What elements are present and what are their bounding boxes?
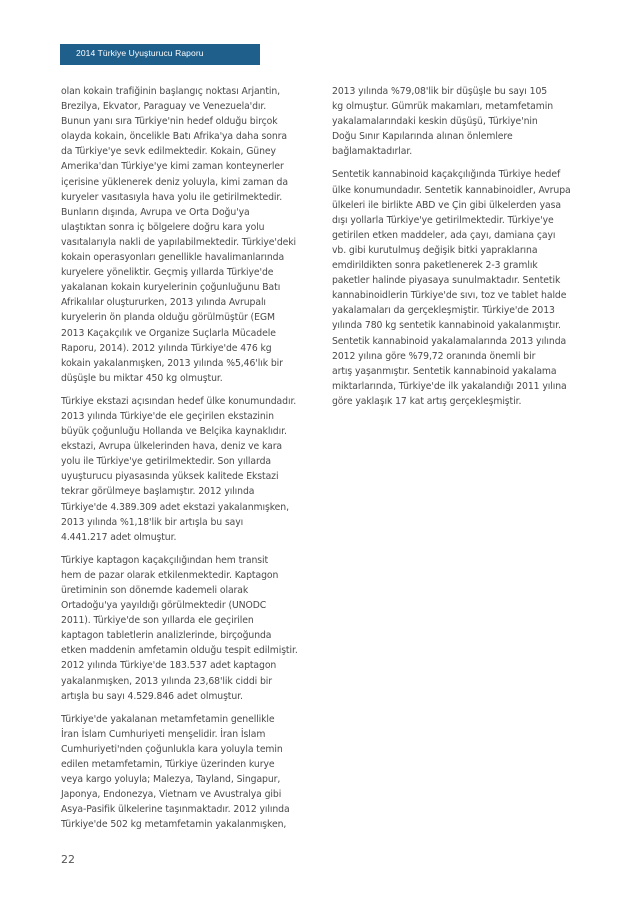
text-line: Sentetik kannabinoid yakalamalarında 2013 yılında (332, 335, 567, 347)
text-line: olan kokain trafiğinin başlangıç noktası Arjantin, (61, 86, 281, 97)
text-line: üretiminin son dönemde kademeli olarak (61, 585, 249, 596)
text-line: Cumhuriyeti'nden çoğunlukla kara yoluyla temin (61, 743, 283, 755)
left-column (61, 84, 321, 841)
text-line: tekrar görülmeye başlamıştır. 2012 yılında (61, 486, 255, 498)
text-line: düşüşle bu miktar 450 kg olmuştur. (61, 372, 223, 384)
text-line: yakalanan kokain kuryelerinin çoğunluğunu Batı (61, 282, 281, 294)
paragraph (61, 394, 321, 545)
text-line: artışla bu sayı 4.529.846 adet olmuştur. (61, 690, 243, 702)
text-line: 2013 Kaçakçılık ve Organize Suçlarla Mücadele (61, 327, 276, 339)
text-line: olayda kokain, öncelikle Batı Afrika'ya daha sonra (61, 131, 287, 143)
paragraph (332, 167, 592, 409)
text-line: kokain operasyonları genellikle havalimanlarında (61, 252, 285, 264)
text-line: kokain yakalanmışken, 2013 yılında %5,46'lık bir (61, 357, 283, 369)
text-line: Doğu Sınır Kapılarında alınan önlemlere (332, 131, 513, 143)
header-bar (60, 44, 260, 65)
page-number: 22 (61, 853, 75, 866)
text-line: hem de pazar olarak etkilenmektedir. Kaptagon (61, 569, 279, 581)
text-line: artış yaşanmıştır. Sentetik kannabinoid yakalama (332, 365, 557, 377)
text-line: vasıtalarıyla nakli de yapılabilmektedir. Türkiye'deki (61, 236, 297, 248)
text-line: kaptagon tabletlerin analizlerinde, birçoğunda (61, 630, 272, 642)
text-line: içerisine yüklenerek deniz yoluyla, kimi zaman da (61, 176, 288, 188)
text-line: yakalamalarındaki keskin düşüşü, Türkiye'nin (332, 116, 538, 128)
text-line: kuryeler vasıtasıyla hava yolu ile getirilmektedir. (61, 191, 283, 203)
report-title: 2014 Türkiye Uyuşturucu Raporu (76, 48, 204, 58)
paragraph (61, 712, 321, 833)
text-line: dışı yollarla Türkiye'ye getirilmektedir. Türkiye'ye (332, 214, 554, 226)
text-line: yolu ile Türkiye'ye getirilmektedir. Son yıllarda (61, 456, 271, 468)
text-line: Asya-Pasifik ülkelerine taşınmaktadır. 2012 yılında (61, 804, 290, 816)
paragraph (332, 84, 592, 159)
text-line: ekstazi, Avrupa ülkelerinden hava, deniz ve kara (61, 441, 283, 453)
text-line: miktarlarında, Türkiye'de ilk yakalandığı 2011 yılına (332, 380, 567, 392)
text-line: da Türkiye'ye sevk edilmektedir. Kokain, Güney (61, 146, 276, 158)
text-line: ülke konumundadır. Sentetik kannabinoidler, Avrupa (332, 184, 571, 196)
text-line: getirilen etken maddeler, ada çayı, damiana çayı (332, 229, 556, 241)
text-line: Türkiye ekstazi açısından hedef ülke konumundadır. (61, 395, 297, 407)
paragraph (61, 553, 321, 704)
paragraph (61, 84, 321, 386)
text-line: kannabinoidlerin Türkiye'de sıvı, toz ve tablet halde (332, 290, 567, 302)
text-line: edilen metamfetamin, Türkiye üzerinden kurye (61, 759, 275, 771)
text-line: vb. gibi kurutulmuş değişik bitki yapraklarına (332, 244, 538, 256)
text-line: 4.441.217 adet olmuştur. (61, 531, 177, 543)
text-line: Raporu, 2014). 2012 yılında Türkiye'de 476 kg (61, 342, 272, 354)
text-line: Türkiye kaptagon kaçakçılığından hem transit (61, 554, 269, 566)
text-line: Japonya, Endonezya, Vietnam ve Avustralya gibi (61, 789, 282, 801)
text-line: Sentetik kannabinoid kaçakçılığında Türkiye hedef (332, 169, 561, 181)
text-line: 2012 yılında Türkiye'de 183.537 adet kaptagon (61, 660, 277, 672)
text-line: 2012 yılına göre %79,72 oranında önemli bir (332, 350, 536, 362)
text-line: kuryelerin ön planda olduğu görülmüştür (EGM (61, 312, 275, 324)
text-line: göre yaklaşık 17 kat artış gerçekleşmiştir. (332, 395, 522, 407)
text-line: Brezilya, Ekvator, Paraguay ve Venezuela'dır. (61, 101, 267, 113)
text-line: paketler halinde piyasaya sunulmaktadır. Sentetik (332, 275, 561, 287)
text-line: ulaştıktan sonra iç bölgelere doğru kara yolu (61, 221, 265, 233)
text-line: büyük çoğunluğu Hollanda ve Belçika kaynaklıdır. (61, 426, 287, 438)
text-line: 2013 yılında %79,08'lik bir düşüşle bu sayı 105 (332, 86, 548, 97)
text-line: yılında 780 kg sentetik kannabinoid yakalanmıştır. (332, 320, 561, 332)
text-line: bağlamaktadırlar. (332, 146, 413, 158)
text-line: Bunun yanı sıra Türkiye'nin hedef olduğu birçok (61, 116, 278, 128)
text-line: 2013 yılında %1,18'lik bir artışla bu sayı (61, 516, 244, 528)
text-line: Ortadoğu'ya yayıldığı görülmektedir (UNODC (61, 600, 267, 612)
text-line: Amerika'dan Türkiye'ye kimi zaman konteynerler (61, 161, 284, 173)
text-line: Afrikalılar oluştururken, 2013 yılında Avrupalı (61, 297, 266, 309)
text-line: Bunların dışında, Avrupa ve Orta Doğu'ya (61, 206, 250, 218)
text-line: yakalanmışken, 2013 yılında 23,68'lik ciddi bir (61, 675, 272, 687)
text-line: veya kargo yoluyla; Malezya, Tayland, Singapur, (61, 774, 281, 786)
text-line: yakalamaları da gerçekleşmiştir. Türkiye'de 2013 (332, 305, 555, 317)
text-line: kuryelere yöneliktir. Geçmiş yıllarda Türkiye'de (61, 267, 274, 279)
text-line: ülkeleri ile birlikte ABD ve Çin gibi ülkelerden yasa (332, 199, 561, 211)
text-line: Türkiye'de 502 kg metamfetamin yakalanmışken, (61, 819, 287, 831)
text-line: 2013 yılında Türkiye'de ele geçirilen ekstazinin (61, 410, 274, 422)
text-line: emdirildikten sonra paketlenerek 2-3 gramlık (332, 260, 538, 272)
text-line: kg olmuştur. Gümrük makamları, metamfetamin (332, 101, 553, 113)
text-line: Türkiye'de 4.389.309 adet ekstazi yakalanmışken, (61, 501, 289, 513)
text-line: Türkiye'de yakalanan metamfetamin genellikle (61, 713, 275, 725)
text-line: 2011). Türkiye'de son yıllarda ele geçirilen (61, 615, 254, 627)
text-line: uyuşturucu piyasasında yüksek kalitede Ekstazi (61, 471, 279, 483)
right-column (332, 84, 592, 417)
text-line: İran İslam Cumhuriyeti menşelidir. İran İslam (61, 728, 266, 740)
text-line: etken maddenin amfetamin olduğu tespit edilmiştir. (61, 645, 298, 657)
